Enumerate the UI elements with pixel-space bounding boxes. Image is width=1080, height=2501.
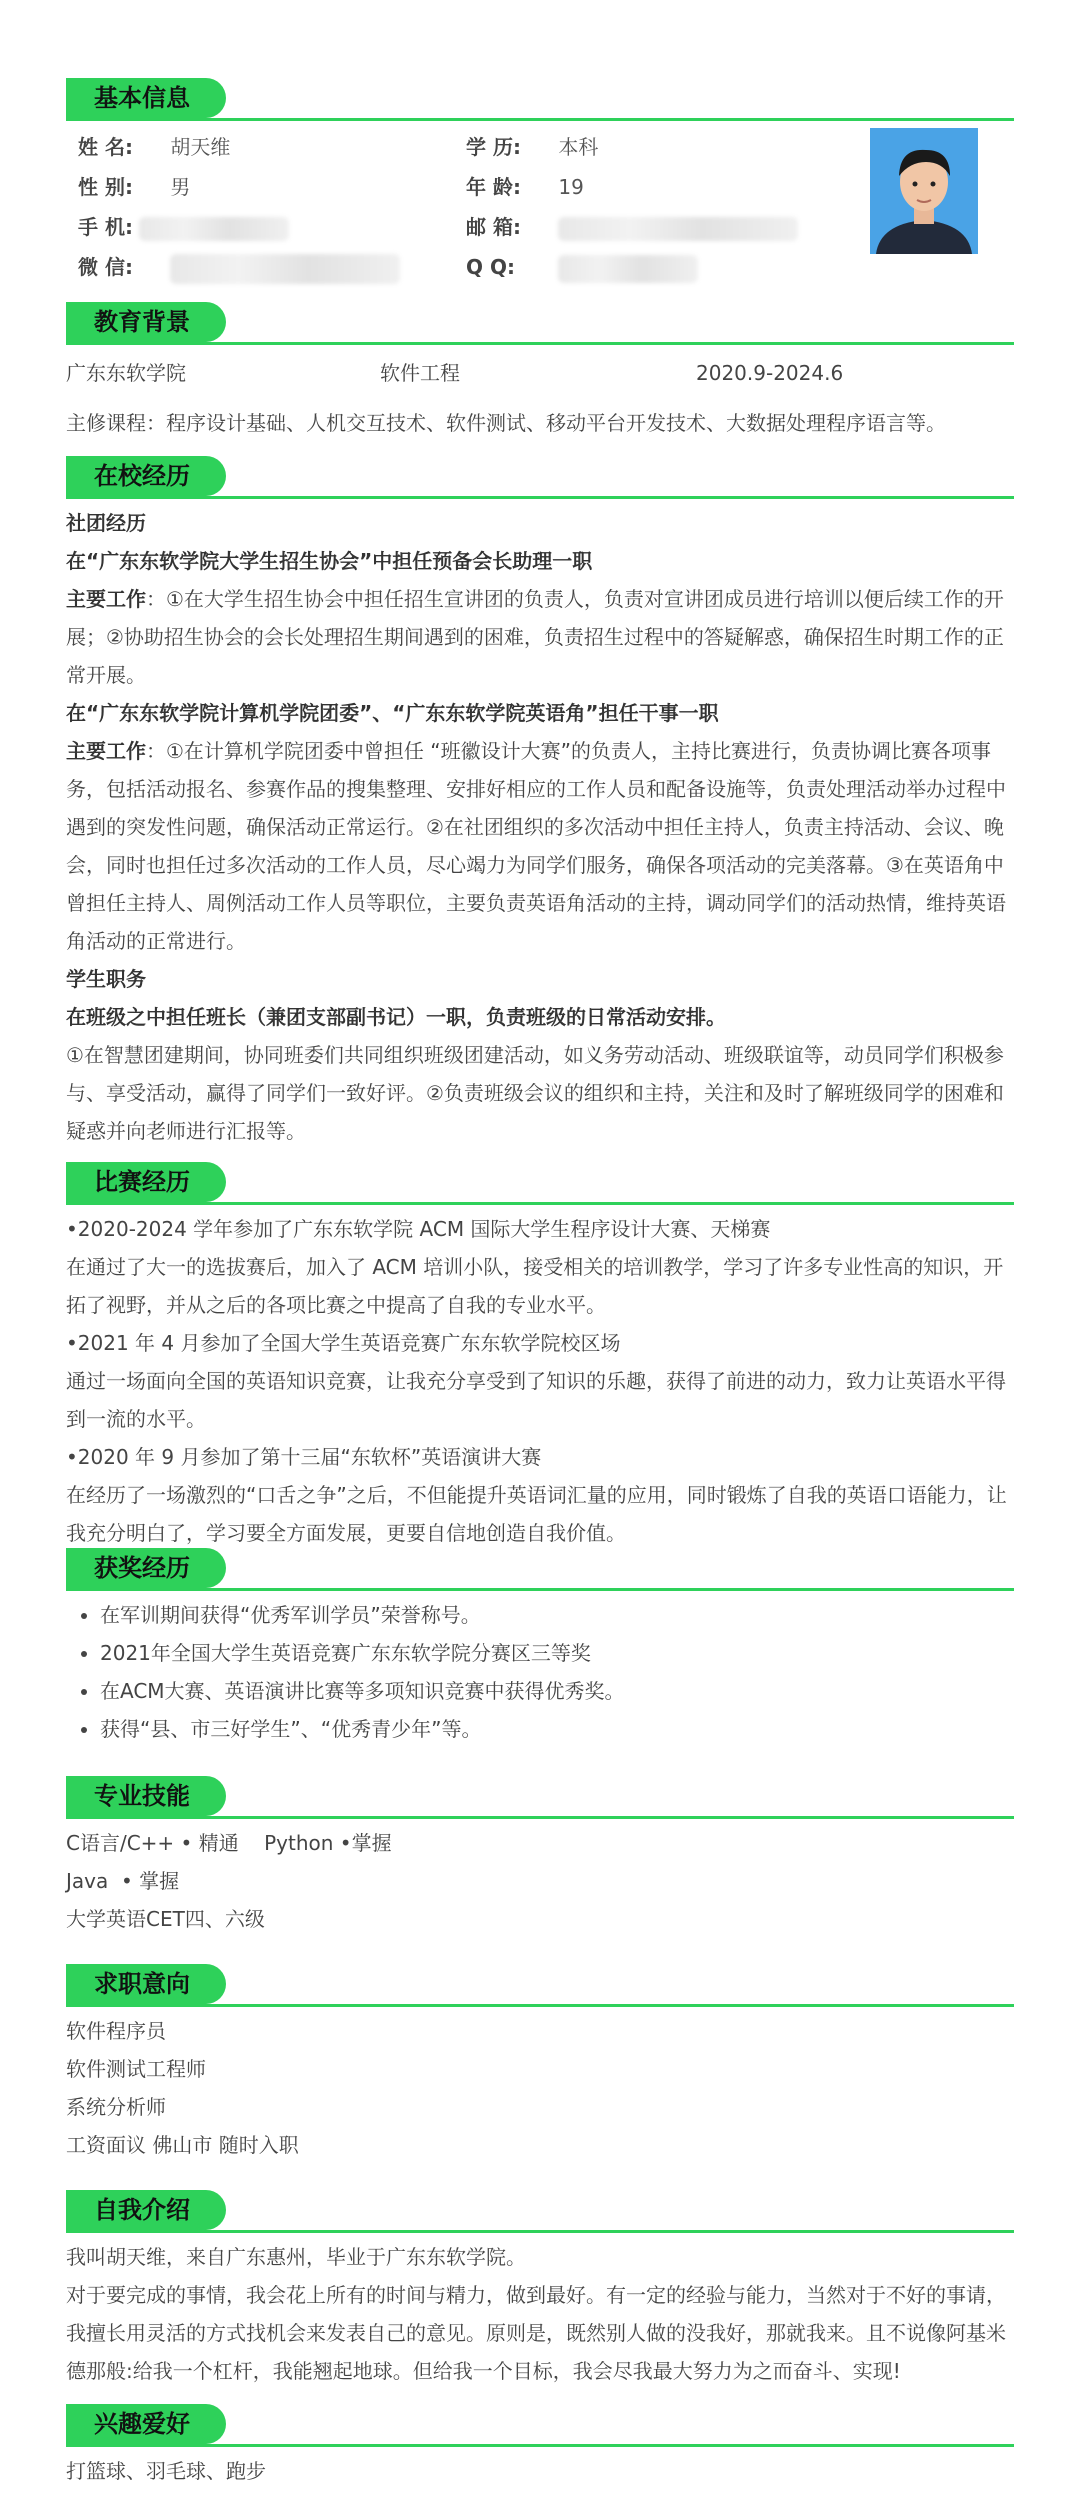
list-item: • 在军训期间获得“优秀军训学员”荣誉称号。 <box>100 1596 1014 1634</box>
contest-title: •2020 年 9 月参加了第十三届“东软杯”英语演讲大赛 <box>66 1445 542 1469</box>
list-item: • 2021年全国大学生英语竞赛广东东软学院分赛区三等奖 <box>100 1634 1014 1672</box>
role-description <box>66 580 1014 694</box>
phone-redacted <box>139 217 289 241</box>
section-divider <box>66 2444 1014 2447</box>
section-title: 教育背景 <box>66 302 226 342</box>
contest-title: •2020-2024 学年参加了广东东软学院 ACM 国际大学生程序设计大赛、天梯赛 <box>66 1217 771 1241</box>
intro-paragraph: 对于要完成的事情，我会花上所有的时间与精力，做到最好。有一定的经验与能力，当然对于不好的事请，我擅长用灵活的方式找机会来发表自己的意见。原则是，既然别人做的没我好，那就我来。且不说像阿基米德那般:给我一个杠杆，我能翘起地球。但给我一个目标，我会尽我最大努力为之而奋斗、实现! <box>66 2283 1006 2383</box>
name-row <box>78 128 230 166</box>
email-row <box>466 208 798 246</box>
section-header-basic <box>66 78 1014 118</box>
edu-value: 本科 <box>558 135 599 159</box>
skills-section <box>66 1776 1014 1938</box>
section-title: 基本信息 <box>66 78 226 118</box>
name-label: 姓 名: <box>78 135 133 159</box>
basic-info-section <box>66 78 1014 118</box>
section-header-intro <box>66 2190 1014 2230</box>
section-header-awards <box>66 1548 1014 1588</box>
section-title: 兴趣爱好 <box>66 2404 226 2444</box>
section-divider <box>66 496 1014 499</box>
person-portrait-icon <box>870 128 978 254</box>
section-divider <box>66 1816 1014 1819</box>
role-description: ①在智慧团建期间，协同班委们共同组织班级团建活动，如义务劳动活动、班级联谊等，动员同学们积极参与、享受活动，赢得了同学们一致好评。②负责班级会议的组织和主持，关注和及时了解班级同学的困难和疑惑并向老师进行汇报等。 <box>66 1043 1004 1143</box>
intent-line: 软件程序员 <box>66 2019 166 2043</box>
role-title: 在“广东东软学院计算机学院团委”、“广东东软学院英语角”担任干事一职 <box>66 701 719 725</box>
role-desc-text: ：①在计算机学院团委中曾担任 “班徽设计大赛”的负责人，主持比赛进行，负责协调比赛各项事务，包括活动报名、参赛作品的搜集整理、安排好相应的工作人员和配备设施等，负责处理活动举办过程中遇到的突发性问题，确保活动正常运行。②在社团组织的多次活动中担任主持人，负责主持活动、会议、晚会，同时也担任过多次活动的工作人员，尽心竭力为同学们服务，确保各项活动的完美落幕。③在英语角中曾担任主持人、周例活动工作人员等职位，主要负责英语角活动的主持，调动同学们的活动热情，维持英语角活动的正常进行。 <box>66 739 1006 953</box>
intro-line: 我叫胡天维，来自广东惠州，毕业于广东东软学院。 <box>66 2245 526 2269</box>
skill-line: 大学英语CET四、六级 <box>66 1907 265 1931</box>
gender-value: 男 <box>170 175 191 199</box>
profile-photo <box>870 128 978 254</box>
role-title: 在“广东东软学院大学生招生协会”中担任预备会长助理一职 <box>66 549 593 573</box>
section-divider <box>66 2004 1014 2007</box>
skill-line: C语言/C++ • 精通 Python •掌握 <box>66 1831 392 1855</box>
name-value: 胡天维 <box>170 135 231 159</box>
section-header-skills <box>66 1776 1014 1816</box>
work-label: 主要工作 <box>66 587 146 611</box>
contest-description: 在经历了一场激烈的“口舌之争”之后，不但能提升英语词汇量的应用，同时锻炼了自我的英语口语能力，让我充分明白了，学习要全方面发展，更要自信地创造自我价值。 <box>66 1483 1007 1545</box>
wechat-label: 微 信: <box>78 255 133 279</box>
contest-description: 在通过了大一的选拔赛后，加入了 ACM 培训小队，接受相关的培训教学，学习了许多专业性高的知识，开拓了视野，并从之后的各项比赛之中提高了自我的专业水平。 <box>66 1255 1004 1317</box>
contest-description: 通过一场面向全国的英语知识竞赛，让我充分享受到了知识的乐趣，获得了前进的动力，致力让英语水平得到一流的水平。 <box>66 1369 1006 1431</box>
education-row <box>466 128 598 166</box>
age-label: 年 龄: <box>466 175 521 199</box>
school-name: 广东东软学院 <box>66 361 186 385</box>
section-divider <box>66 2230 1014 2233</box>
intent-line: 系统分析师 <box>66 2095 166 2119</box>
gender-label: 性 别: <box>78 175 133 199</box>
intent-line: 工资面议 佛山市 随时入职 <box>66 2133 299 2157</box>
major-name: 软件工程 <box>380 361 460 385</box>
qq-redacted <box>558 255 698 283</box>
section-title: 自我介绍 <box>66 2190 226 2230</box>
contest-title: •2021 年 4 月参加了全国大学生英语竞赛广东东软学院校区场 <box>66 1331 621 1355</box>
list-item: • 获得“县、市三好学生”、“优秀青少年”等。 <box>100 1710 1014 1748</box>
section-header-intent <box>66 1964 1014 2004</box>
age-value: 19 <box>558 175 584 199</box>
section-header-hobby <box>66 2404 1014 2444</box>
role-description <box>66 732 1014 960</box>
section-title: 专业技能 <box>66 1776 226 1816</box>
courses-text: 主修课程：程序设计基础、人机交互技术、软件测试、移动平台开发技术、大数据处理程序语言等。 <box>66 411 946 435</box>
qq-row <box>466 248 698 286</box>
wechat-redacted <box>170 254 400 284</box>
education-row <box>66 354 1014 392</box>
contest-section <box>66 1162 1014 1552</box>
age-row <box>466 168 584 206</box>
role-title: 在班级之中担任班长（兼团支部副书记）一职，负责班级的日常活动安排。 <box>66 1005 726 1029</box>
awards-section <box>66 1548 1014 1748</box>
section-divider <box>66 1202 1014 1205</box>
awards-list <box>66 1596 1014 1748</box>
section-divider <box>66 342 1014 345</box>
hobby-section <box>66 2404 1014 2490</box>
section-header-campus <box>66 456 1014 496</box>
study-period: 2020.9-2024.6 <box>696 361 844 385</box>
hobby-line: 打篮球、羽毛球、跑步 <box>66 2459 266 2483</box>
qq-label: Q Q: <box>466 255 515 279</box>
student-heading: 学生职务 <box>66 967 146 991</box>
work-label: 主要工作 <box>66 739 146 763</box>
section-title: 在校经历 <box>66 456 226 496</box>
section-title: 获奖经历 <box>66 1548 226 1588</box>
campus-section <box>66 456 1014 1150</box>
section-title: 求职意向 <box>66 1964 226 2004</box>
section-header-education <box>66 302 1014 342</box>
self-intro-section <box>66 2190 1014 2390</box>
edu-label: 学 历: <box>466 135 521 159</box>
section-header-contest <box>66 1162 1014 1202</box>
section-divider <box>66 118 1014 121</box>
phone-label: 手 机: <box>78 215 133 239</box>
section-divider <box>66 1588 1014 1591</box>
gender-row <box>78 168 190 206</box>
skill-line: Java • 掌握 <box>66 1869 180 1893</box>
education-section <box>66 302 1014 442</box>
list-item: • 在ACM大赛、英语演讲比赛等多项知识竞赛中获得优秀奖。 <box>100 1672 1014 1710</box>
email-redacted <box>558 217 798 241</box>
role-desc-text: ：①在大学生招生协会中担任招生宣讲团的负责人，负责对宣讲团成员进行培训以便后续工作的开展；②协助招生协会的会长处理招生期间遇到的困难，负责招生过程中的答疑解惑，确保招生时期工作的正常开展。 <box>66 587 1004 687</box>
wechat-row <box>78 248 400 286</box>
club-heading: 社团经历 <box>66 511 146 535</box>
intent-line: 软件测试工程师 <box>66 2057 206 2081</box>
email-label: 邮 箱: <box>466 215 521 239</box>
section-title: 比赛经历 <box>66 1162 226 1202</box>
job-intent-section <box>66 1964 1014 2164</box>
phone-row <box>78 208 289 246</box>
